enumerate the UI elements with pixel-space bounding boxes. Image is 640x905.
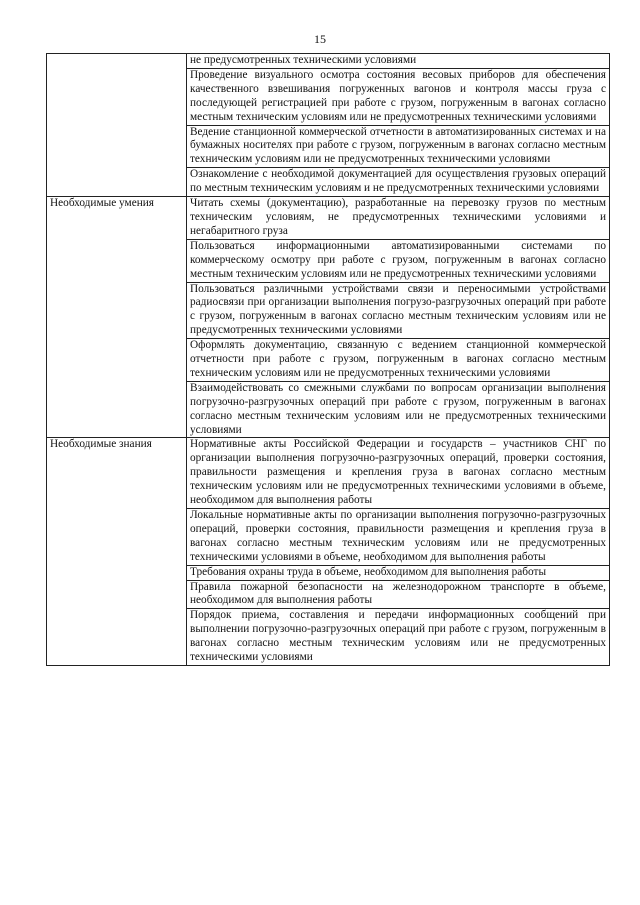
text-cell: Ознакомление с необходимой документацией для осуществления грузовых операций по местным техническим условиям и не предусмотренных техническими условиями — [187, 168, 610, 197]
text-cell: Ведение станционной коммерческой отчетности в автоматизированных системах и на бумажных носителях при работе с грузом, погруженным в вагонах согласно местным техническим условиям или не предусмотренных техническими условиями — [187, 125, 610, 168]
table-row — [47, 438, 610, 509]
table-row — [47, 197, 610, 240]
text-cell: Требования охраны труда в объеме, необходимом для выполнения работы — [187, 565, 610, 580]
text-cell: Проведение визуального осмотра состояния весовых приборов для обеспечения качественного взвешивания погруженных вагонов и контроля массы груза с последующей регистрацией при работе с грузом, погруженным в вагонах согласно местным техническим условиям или не предусмотренных техническими условиями — [187, 68, 610, 125]
text-cell: Оформлять документацию, связанную с ведением станционной коммерческой отчетности при работе с грузом, погруженным в вагонах согласно местным техническим условиям или не предусмотренных техническими условиями — [187, 339, 610, 382]
text-cell: Локальные нормативные акты по организации выполнения погрузочно-разгрузочных операций, проверки состояния, правильности размещения и крепления груза в вагонах согласно местным техническим условиям или не предусмотренных техническими условиями в объеме, необходимом для выполнения работы — [187, 509, 610, 566]
page-number: 15 — [314, 32, 326, 46]
label-cell — [47, 54, 187, 197]
section-label-skills: Необходимые умения — [50, 197, 154, 210]
text-cell: Правила пожарной безопасности на железнодорожном транспорте в объеме, необходимом для выполнения работы — [187, 580, 610, 609]
text-cell: Пользоваться информационными автоматизированными системами по коммерческому осмотру при работе с грузом, погруженным в вагонах согласно местным техническим условиям или не предусмотренных техническими условиями — [187, 239, 610, 282]
text-cell: Взаимодействовать со смежными службами по вопросам организации выполнения погрузочно-разгрузочных операций при работе с грузом, погруженным в вагонах согласно местным техническим условиям или не предусмотренных техническими условиями — [187, 381, 610, 438]
label-cell — [47, 197, 187, 438]
competency-table — [46, 53, 610, 666]
text-cell: Порядок приема, составления и передачи информационных сообщений при выполнении погрузочно-разгрузочных операций при работе с грузом, погруженным в вагонах согласно местным техническим условиям или не предусмотренных техническими условиями — [187, 609, 610, 666]
text-cell: Пользоваться различными устройствами связи и переносимыми устройствами радиосвязи при организации выполнения погрузо-разгрузочных операций при работе с грузом, погруженным в вагонах согласно местным техническим условиям или не предусмотренных техническими условиями — [187, 282, 610, 339]
text-cell: не предусмотренных техническими условиями — [187, 54, 610, 69]
section-label-knowledge: Необходимые знания — [50, 438, 152, 451]
text-cell: Читать схемы (документацию), разработанные на перевозку грузов по местным техническим условиям, не предусмотренных техническими условиями и негабаритного груза — [187, 197, 610, 240]
label-cell — [47, 438, 187, 666]
table-row — [47, 54, 610, 69]
text-cell: Нормативные акты Российской Федерации и государств – участников СНГ по организации выполнения погрузочно-разгрузочных операций, проверки состояния, правильности размещения и крепления груза в вагонах согласно местным техническим условиям или не предусмотренных техническими условиями в объеме, необходимом для выполнения работы — [187, 438, 610, 509]
